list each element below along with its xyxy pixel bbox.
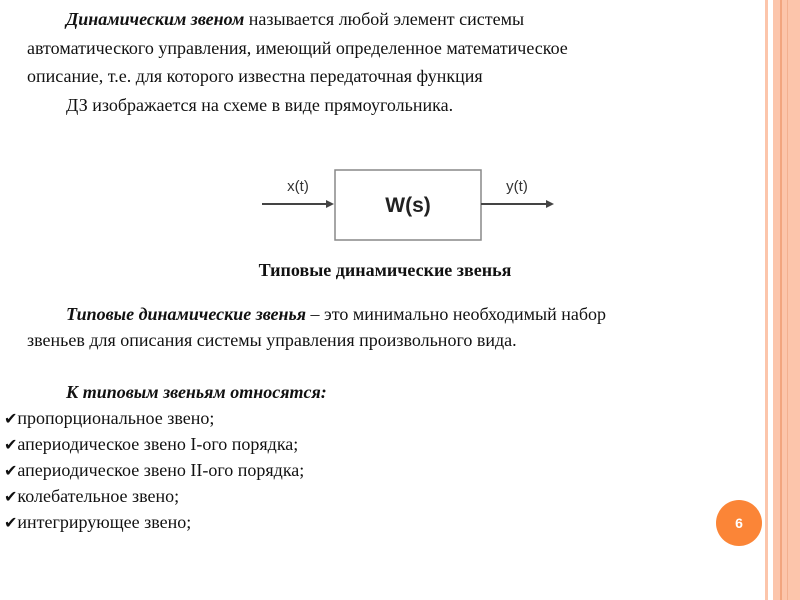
definition-term: Типовые динамические звенья [66,304,307,324]
intro-line-3: описание, т.е. для которого известна передаточная функция [27,66,483,86]
check-mark-icon: ✔ [4,513,18,532]
check-mark-icon: ✔ [4,409,18,428]
definition-line-2: звеньев для описания системы управления произвольного вида. [27,330,517,350]
intro-line-4: ДЗ изображается на схеме в виде прямоугольника. [66,95,454,115]
check-mark-icon: ✔ [4,435,18,454]
list-item [4,407,214,430]
list-item-text: апериодическое звено I-ого порядка; [17,434,299,454]
list-item-text: апериодическое звено II-ого порядка; [17,460,305,480]
list-item [4,459,304,482]
input-arrowhead [326,200,334,208]
section-heading: Типовые динамические звенья [258,260,512,280]
input-label: x(t) [287,178,309,195]
check-mark-icon: ✔ [4,461,18,480]
decor-line [780,0,782,600]
list-item-text: интегрирующее звено; [17,512,192,532]
block-diagram [250,160,570,250]
block-label: W(s) [385,194,431,217]
list-item-text: пропорциональное звено; [17,408,215,428]
list-item [4,433,298,456]
output-label: y(t) [506,178,528,195]
list-item [4,485,179,508]
definition-line-1 [66,303,606,325]
intro-line-1 [66,8,524,30]
list-title: К типовым звеньям относятся: [66,382,327,402]
decor-stripe [765,0,768,600]
list-item-text: колебательное звено; [17,486,180,506]
definition-text: – это минимально необходимый набор [306,304,606,324]
check-mark-icon: ✔ [4,487,18,506]
decor-line [787,0,788,600]
list-item [4,511,191,534]
slide-number: 6 [716,500,762,546]
intro-line-2: автоматического управления, имеющий определенное математическое [27,38,568,58]
intro-term: Динамическим звеном [66,9,245,29]
intro-text: называется любой элемент системы [244,9,525,29]
output-arrowhead [546,200,554,208]
